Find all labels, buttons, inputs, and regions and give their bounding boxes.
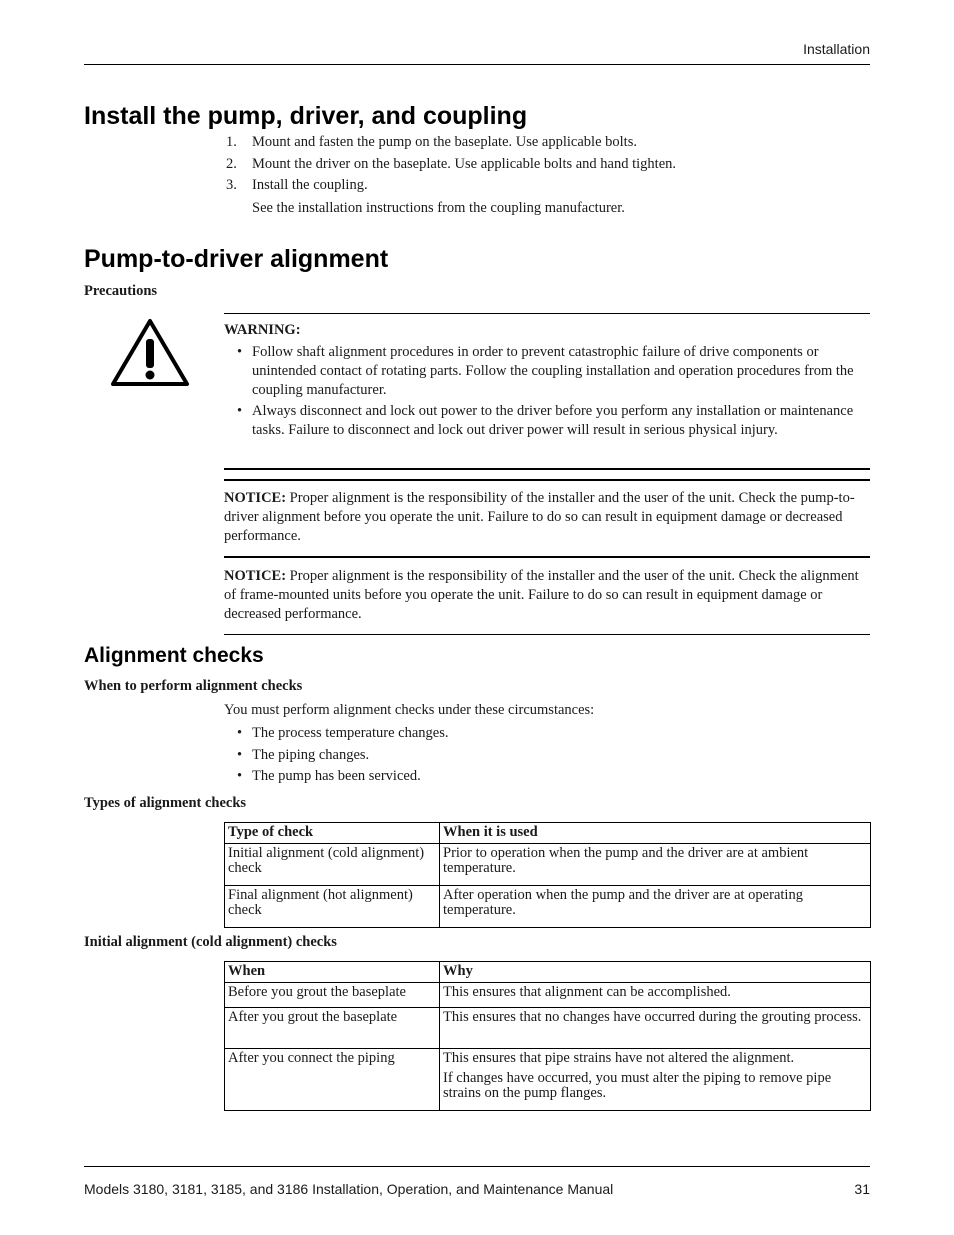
types-table-header (225, 823, 871, 844)
types-col-when: When it is used (440, 823, 871, 844)
initial-col-why: Why (440, 962, 871, 983)
warning-label: WARNING: (224, 322, 301, 338)
initial-table-header (225, 962, 871, 983)
page-number: 31 (854, 1181, 870, 1197)
table-row: Before you grout the baseplate This ensures that alignment can be accomplished. (225, 983, 871, 1008)
step-2: 2. Mount the driver on the baseplate. Use applicable bolts and hand tighten. (226, 155, 677, 172)
warning-triangle-icon (110, 318, 190, 388)
initial-col-when: When (225, 962, 440, 983)
notice2-bottom-rule (224, 634, 870, 635)
table-row: Final alignment (hot alignment) check After operation when the pump and the driver are at operating temperature. (225, 886, 871, 928)
warning-bottom-rule (224, 468, 870, 470)
alignment-checks-heading: Alignment checks (84, 644, 264, 667)
circumstance-3: • The pump has been serviced. (237, 768, 421, 784)
initial-label: Initial alignment (cold alignment) checks (84, 934, 337, 950)
step-1: 1. Mount and fasten the pump on the baseplate. Use applicable bolts. (226, 134, 637, 150)
alignment-heading: Pump-to-driver alignment (84, 245, 389, 273)
running-header: Installation (803, 41, 870, 57)
step-3: 3. Install the coupling. (226, 177, 368, 193)
types-table (224, 822, 871, 928)
when-label: When to perform alignment checks (84, 678, 303, 694)
notice-1-text: Proper alignment is the responsibility of the installer and the user of the unit. Check the pump-to-driver alignment before you operate the unit. Failure to do so can result in equipment damage or decreased performance. (224, 490, 855, 544)
notice-2-text: Proper alignment is the responsibility of the installer and the user of the unit. Check the alignment of frame-mounted units before you operate the unit. Failure to do so can result in equipment damage or decreased performance. (224, 568, 859, 622)
initial-table (224, 961, 871, 1111)
circumstance-1: • The process temperature changes. (237, 725, 449, 741)
table-row: After you connect the piping This ensures that pipe strains have not altered the alignment. If changes have occurred, you must alter the piping to remove pipe strains on the pump flanges. (225, 1049, 871, 1111)
step-3-note: See the installation instructions from the coupling manufacturer. (252, 200, 625, 216)
warning-bullet-2: • Always disconnect and lock out power to the driver before you perform any installation or maintenance tasks. Failure to disconnect and lock out driver power will result in serious physical injury. (237, 403, 854, 438)
notice2-top-rule (224, 556, 870, 558)
checks-intro: You must perform alignment checks under these circumstances: (224, 702, 595, 718)
install-heading: Install the pump, driver, and coupling (84, 102, 528, 130)
table-row: Initial alignment (cold alignment) check Prior to operation when the pump and the driver are at ambient temperature. (225, 844, 871, 886)
warning-bullet-1: • Follow shaft alignment procedures in order to prevent catastrophic failure of drive components or unintended contact of rotating parts. Follow the coupling installation and operation procedures from the coupling manufacturer. (237, 344, 854, 398)
circumstances-list (224, 724, 448, 786)
footer-manual-title: Models 3180, 3181, 3185, and 3186 Installation, Operation, and Maintenance Manual (84, 1181, 614, 1197)
warning-top-rule (224, 313, 870, 314)
header-rule (84, 64, 870, 65)
notice-1 (224, 489, 874, 546)
precautions-label: Precautions (84, 283, 158, 299)
circumstance-2: • The piping changes. (237, 746, 370, 763)
notice-1-label: NOTICE: (224, 490, 287, 506)
notice-2-label: NOTICE: (224, 568, 287, 584)
types-col-type: Type of check (225, 823, 440, 844)
notice-2 (224, 567, 860, 624)
notice1-top-rule (224, 479, 870, 481)
footer-rule (84, 1166, 870, 1167)
warning-block (224, 321, 870, 440)
table-row: After you grout the baseplate This ensures that no changes have occurred during the grouting process. (225, 1008, 871, 1049)
install-steps (226, 133, 676, 198)
types-label: Types of alignment checks (84, 795, 247, 811)
